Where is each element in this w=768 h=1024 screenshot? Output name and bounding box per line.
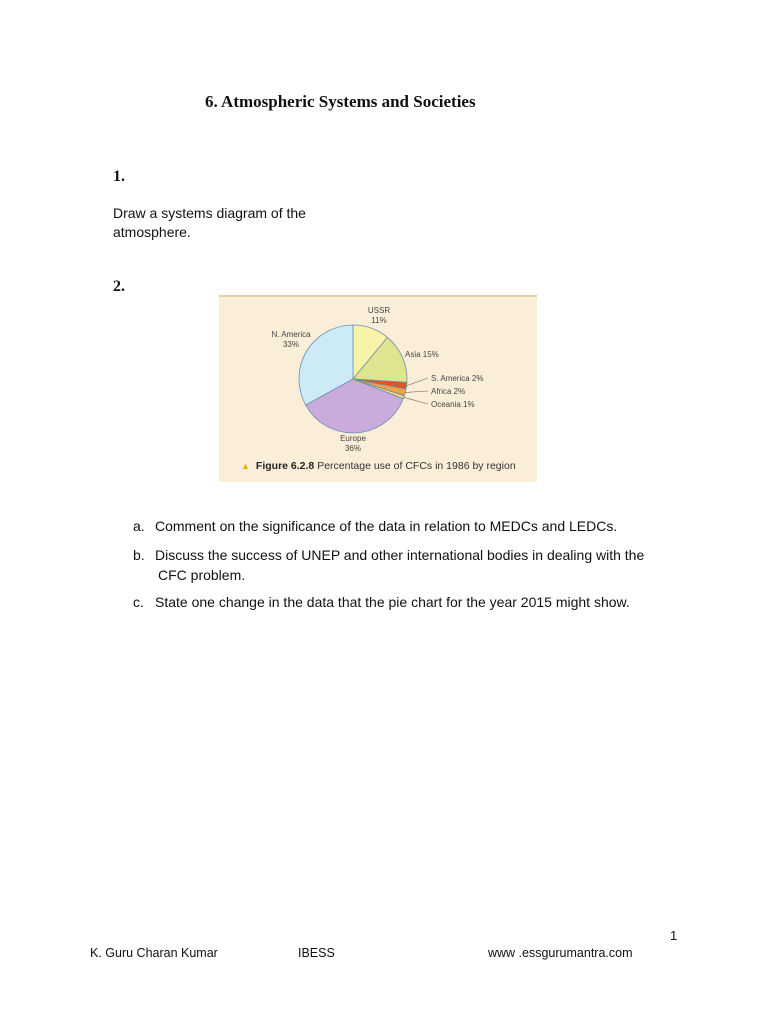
sub-question-text: Comment on the significance of the data in relation to MEDCs and LEDCs. [155, 518, 618, 534]
figure-caption [241, 460, 516, 472]
slice-label: Oceania 1% [431, 400, 475, 409]
sub-question-letter: a. [133, 518, 145, 534]
figure-label: Figure 6.2.8 [255, 460, 315, 472]
slice-label-name: Europe [340, 434, 366, 443]
page-number: 1 [670, 928, 678, 943]
slice-label-value: 36% [344, 444, 362, 453]
slice-label-value: 11% [371, 316, 387, 325]
sub-question-c [133, 592, 673, 612]
footer-website: www .essgurumantra.com [488, 946, 633, 960]
slice-label: Africa 2% [431, 387, 466, 396]
slice-label-value: 33% [282, 340, 300, 349]
pie-chart-figure [219, 295, 537, 482]
slice-label: S. America 2% [431, 374, 484, 383]
question-1-number: 1. [113, 168, 125, 185]
slice-label: Asia 15% [405, 350, 439, 359]
footer-author: K. Guru Charan Kumar [90, 946, 218, 960]
question-2-number: 2. [113, 278, 125, 295]
sub-question-b [133, 545, 673, 585]
triangle-icon: ▲ [241, 461, 250, 471]
figure-caption-text: Percentage use of CFCs in 1986 by region [317, 460, 516, 472]
leader-line [407, 378, 428, 386]
sub-question-text: State one change in the data that the pie chart for the year 2015 might show. [155, 594, 630, 610]
cfc-pie-chart [219, 297, 537, 482]
sub-question-letter: c. [133, 594, 144, 610]
question-1-text: Draw a systems diagram of the atmosphere. [113, 205, 306, 240]
footer-course: IBESS [298, 946, 335, 960]
leader-line [404, 397, 428, 404]
slice-label-name: USSR [367, 306, 391, 315]
sub-question-text: Discuss the success of UNEP and other international bodies in dealing with the [155, 547, 645, 563]
leader-line [405, 391, 428, 392]
sub-question-text-continued: CFC problem. [158, 567, 246, 583]
slice-label-name: N. America [271, 330, 311, 339]
sub-question-a [133, 516, 673, 536]
page-title: 6. Atmospheric Systems and Societies [205, 92, 476, 111]
sub-question-letter: b. [133, 547, 145, 563]
